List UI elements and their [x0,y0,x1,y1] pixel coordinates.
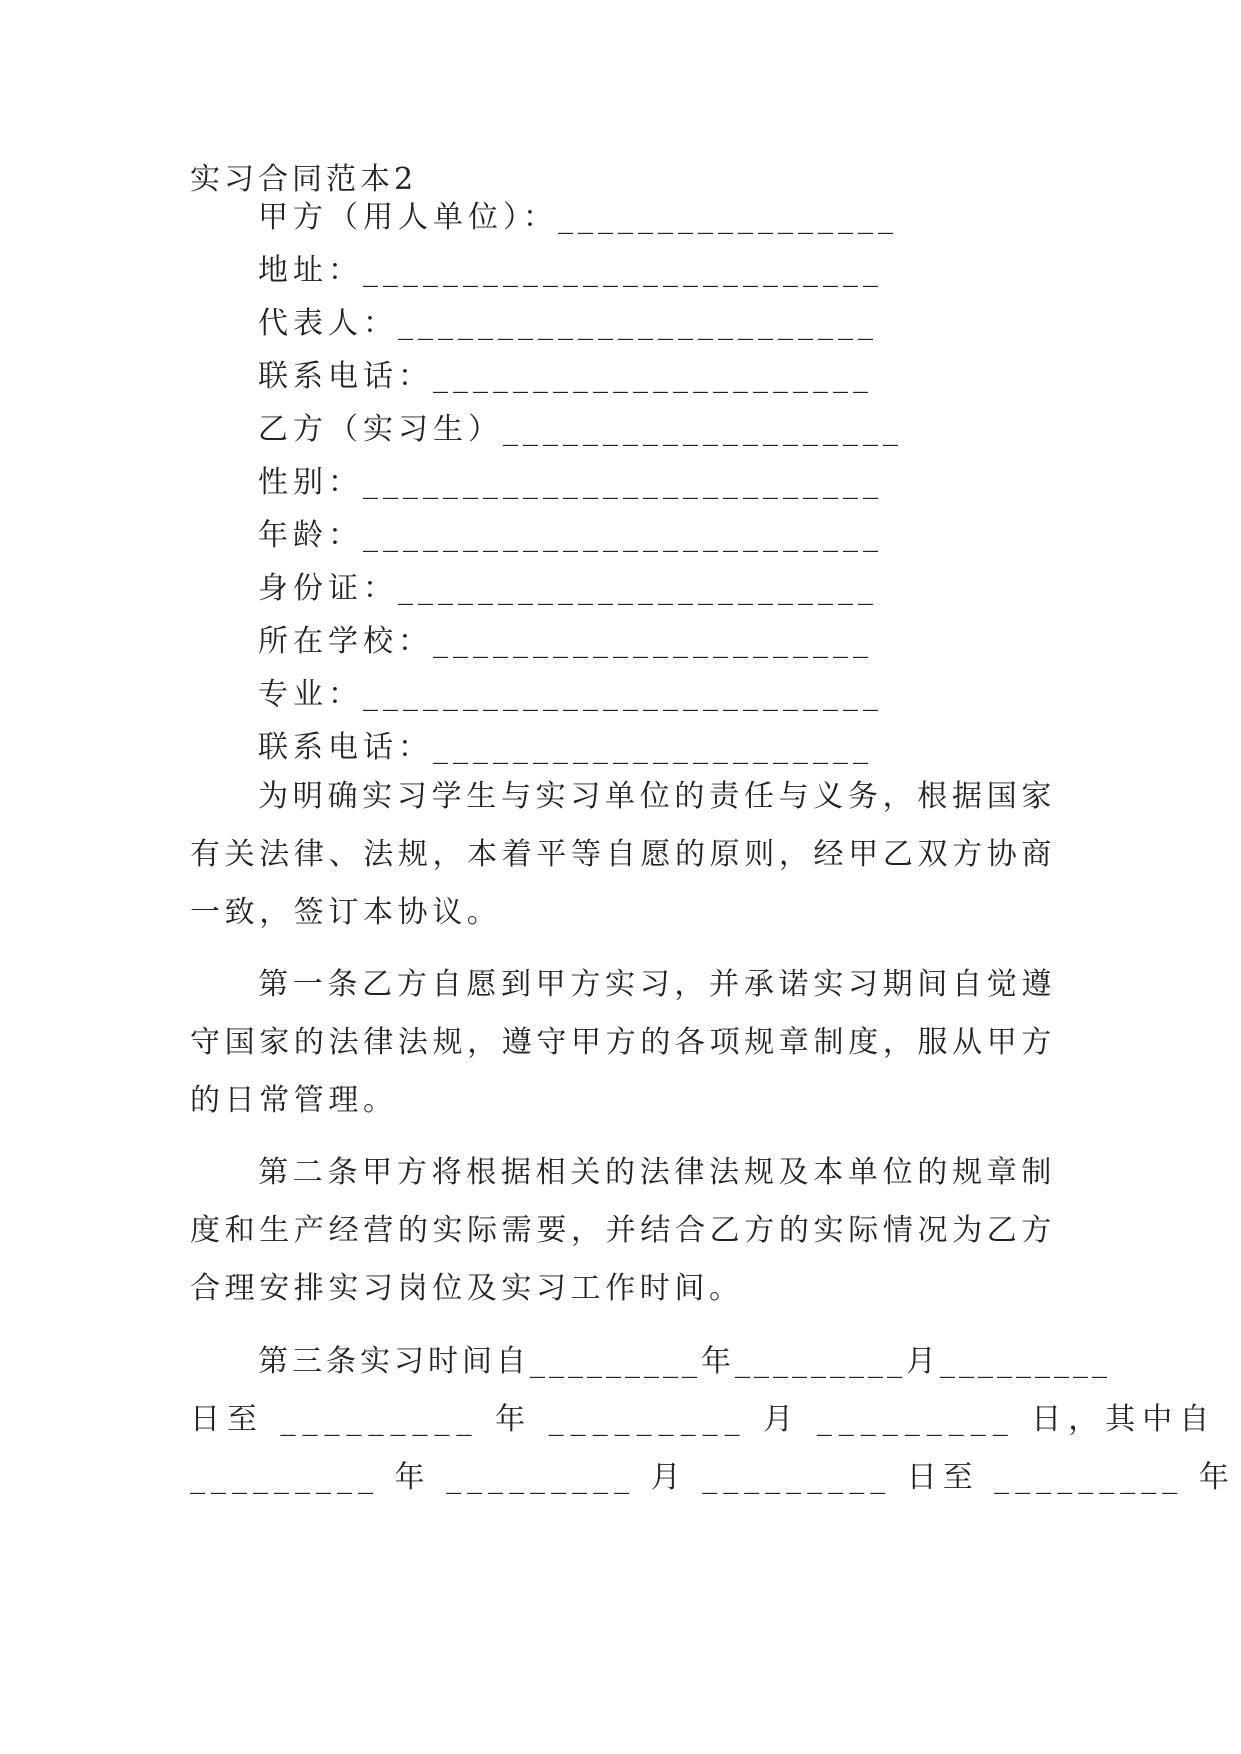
fill-blank: __________________________ [363,253,883,288]
party-b-phone-field [258,728,873,768]
party-b-field [258,410,903,450]
fill-blank: _________ [940,1344,1111,1379]
article-3-line-2 [190,1400,1216,1440]
intro-text: 为明确实习学生与实习单位的责任与义务，根据国家有关法律、法规，本着平等自愿的原则，经甲乙双方协商一致，签订本协议。 [190,779,1056,930]
year-word: 年 [1198,1460,1235,1495]
representative-field [258,304,878,344]
id-card-field [258,569,878,609]
gender-field [258,463,883,503]
fill-blank: _________ [702,1460,892,1495]
fill-blank: ______________________ [433,624,873,659]
fill-blank: _________________ [558,200,898,235]
field-label: 年龄： [258,518,363,553]
field-label: 专业： [258,677,363,712]
field-label: 代表人： [258,306,398,341]
fill-blank: __________________________ [363,677,883,712]
major-field [258,675,883,715]
field-label: 地址： [258,253,363,288]
fill-blank: ______________________ [433,359,873,394]
fill-blank: ________________________ [398,306,878,341]
year-word: 年 [701,1344,735,1379]
fill-blank: __________________________ [363,518,883,553]
month-word: 月 [650,1460,687,1495]
fill-blank: ______________________ [433,730,873,765]
article-2-text: 第二条甲方将根据相关的法律法规及本单位的规章制度和生产经营的实际需要，并结合乙方的实际情况为乙方合理安排实习岗位及实习工作时间。 [190,1155,1056,1306]
day-from-word: 日，其中自 [1031,1402,1217,1437]
year-word: 年 [495,1402,533,1437]
article-3-prefix: 第三条实习时间自 [258,1344,530,1379]
address-field [258,251,883,291]
field-label: 身份证： [258,571,398,606]
school-field [258,622,873,662]
fill-blank: ________________________ [398,571,878,606]
day-to-word: 日至 [906,1460,979,1495]
intro-paragraph [190,768,1056,942]
document-title: 实习合同范本2 [190,162,418,197]
fill-blank: _________ [190,1460,379,1495]
year-word: 年 [394,1460,431,1495]
field-label: 甲方（用人单位）： [258,200,558,235]
fill-blank: _________ [994,1460,1184,1495]
fill-blank: ____________________ [503,412,903,447]
field-label: 性别： [258,465,363,500]
fill-blank: _________ [735,1344,906,1379]
article-1-text: 第一条乙方自愿到甲方实习，并承诺实习期间自觉遵守国家的法律法规，遵守甲方的各项规章制度，服从甲方的日常管理。 [190,967,1056,1118]
article-3-line-3 [190,1458,1235,1498]
fill-blank: _________ [530,1344,701,1379]
field-label: 所在学校： [258,624,433,659]
month-word: 月 [763,1402,801,1437]
fill-blank: __________________________ [363,465,883,500]
article-1-paragraph [190,956,1056,1130]
party-a-phone-field [258,357,873,397]
article-3-line-1 [258,1342,1111,1382]
field-label: 联系电话： [258,730,433,765]
fill-blank: _________ [548,1402,747,1437]
fill-blank: _________ [280,1402,479,1437]
age-field [258,516,883,556]
day-to-word: 日至 [190,1402,264,1437]
fill-blank: _________ [446,1460,636,1495]
field-label: 乙方（实习生） [258,412,503,447]
party-a-field [258,198,898,238]
fill-blank: _________ [816,1402,1015,1437]
month-word: 月 [906,1344,940,1379]
field-label: 联系电话： [258,359,433,394]
article-2-paragraph [190,1144,1056,1318]
